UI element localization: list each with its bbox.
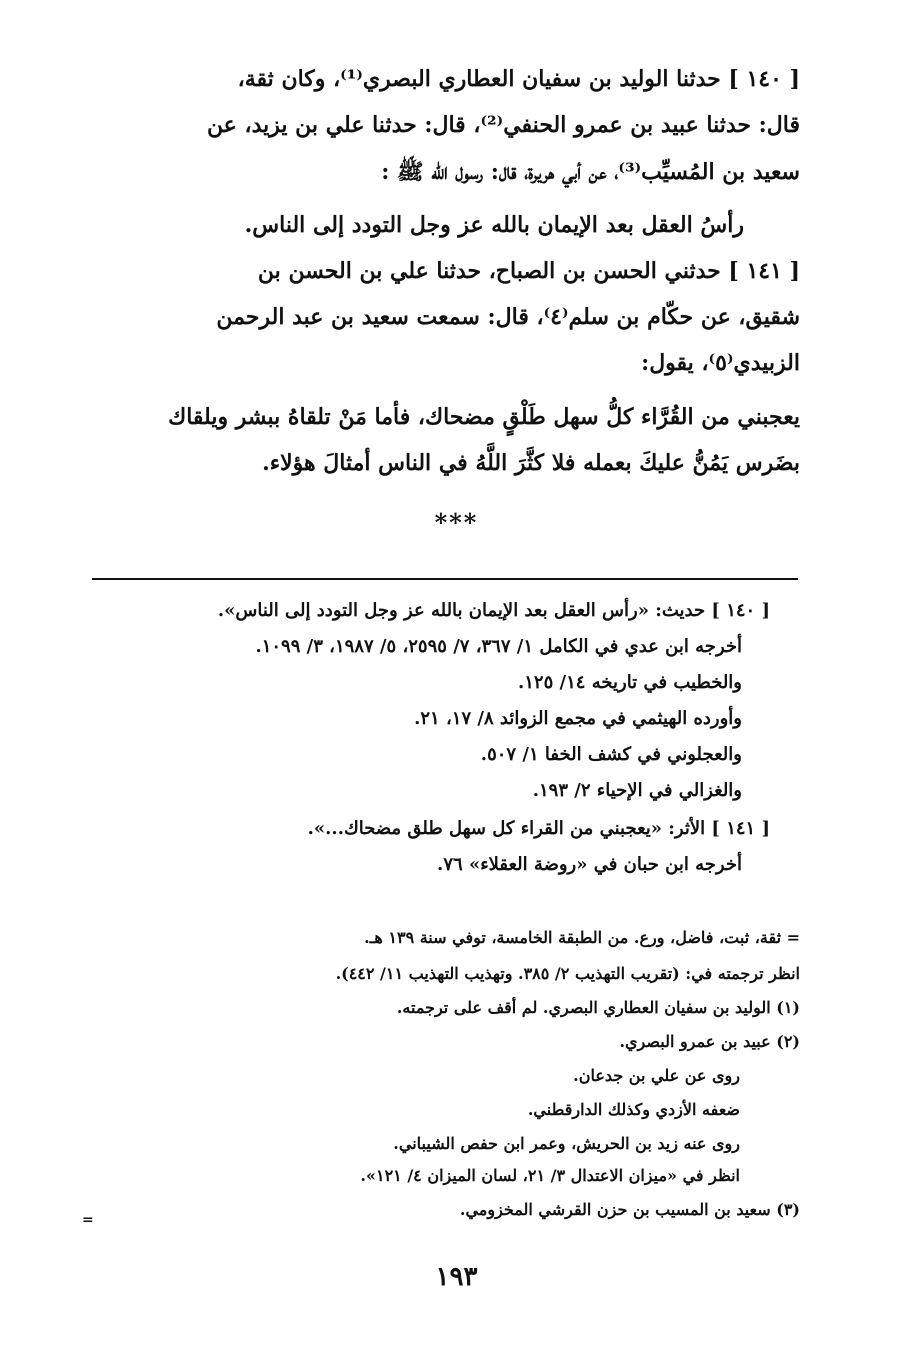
bio-note-1: (١) الوليد بن سفيان العطاري البصري. لم أقف على ترجمته.	[396, 998, 800, 1017]
hadith-140-quote: رأسُ العقل بعد الإيمان بالله عز وجل التودد إلى الناس.	[244, 212, 744, 238]
athar-141-quote-line-1: يعجبني من القُرَّاء كلُّ سهل طَلْقٍ مضحاك، فأما مَنْ تلقاهُ ببشر ويلقاك	[168, 404, 800, 430]
athar-141-line-2: شقيق، عن حكّام بن سلم⁽٤⁾، قال: سمعت سعيد بن عبد الرحمن	[216, 304, 800, 330]
continuation-mark: =	[82, 1212, 94, 1228]
note-140-ghazali: والغزالي في الإحياء ٢/ ١٩٣.	[532, 780, 742, 801]
bio-reference: انظر ترجمته في: (تقريب التهذيب ٢/ ٣٨٥. وتهذيب التهذيب ١١/ ٤٤٢).	[335, 964, 800, 983]
bio-note-3: (٣) سعيد بن المسيب بن حزن القرشي المخزومي.	[459, 1200, 800, 1219]
page-number: ١٩٣	[435, 1262, 478, 1292]
note-141-ibn-hibban: أخرجه ابن حبان في «روضة العقلاء» ٧٦.	[437, 854, 742, 875]
hadith-140-line-3: سعيد بن المُسيِّب⁽³⁾، عن أبي هريرة، قال: رسول الله ﷺ :	[381, 159, 800, 185]
section-separator: ***	[434, 508, 479, 537]
footnote-divider	[92, 578, 798, 580]
note-140-haythami: وأورده الهيثمي في مجمع الزوائد ٨/ ١٧، ٢١.	[414, 708, 742, 729]
note-140-heading: [ ١٤٠ ] حديث: «رأس العقل بعد الإيمان بالله عز وجل التودد إلى الناس».	[217, 600, 770, 621]
athar-141-quote-line-2: بضَرس يَمُنُّ عليكَ بعمله فلا كثَّرَ اللَّهُ في الناس أمثالَ هؤلاء.	[262, 450, 800, 476]
bio-note-2-sources: انظر في «ميزان الاعتدال ٣/ ٢١، لسان الميزان ٤/ ١٢١».	[360, 1166, 740, 1185]
note-140-khatib: والخطيب في تاريخه ١٤/ ١٢٥.	[517, 672, 742, 693]
athar-141-line-3: الزبيدي⁽٥⁾، يقول:	[641, 350, 800, 376]
note-140-ibn-adi: أخرجه ابن عدي في الكامل ١/ ٣٦٧، ٧/ ٢٥٩٥، ٥/ ١٩٨٧، ٣/ ١٠٩٩.	[255, 636, 742, 657]
bio-note-2-narrators: روى عنه زيد بن الحريش، وعمر ابن حفص الشيباني.	[393, 1134, 740, 1153]
bio-note-2-weakened: ضعفه الأزدي وكذلك الدارقطني.	[527, 1100, 740, 1119]
hadith-140-line-2: قال: حدثنا عبيد بن عمرو الحنفي⁽²⁾، قال: حدثنا علي بن يزيد، عن	[206, 112, 800, 138]
hadith-140-line-1: [ ١٤٠ ] حدثنا الوليد بن سفيان العطاري البصري⁽¹⁾، وكان ثقة،	[237, 66, 800, 92]
athar-141-line-1: [ ١٤١ ] حدثني الحسن بن الصباح، حدثنا علي بن الحسن بن	[257, 258, 800, 284]
bio-note-2: (٢) عبيد بن عمرو البصري.	[619, 1032, 800, 1051]
bio-note-2-narrated-from: روى عن علي بن جدعان.	[573, 1066, 740, 1085]
bio-continuation: = ثقة، ثبت، فاضل، ورع. من الطبقة الخامسة، توفي سنة ١٣٩ هـ.	[364, 928, 800, 947]
note-140-ajluni: والعجلوني في كشف الخفا ١/ ٥٠٧.	[480, 744, 742, 765]
note-141-heading: [ ١٤١ ] الأثر: «يعجبني من القراء كل سهل طلق مضحاك...».	[307, 818, 770, 839]
